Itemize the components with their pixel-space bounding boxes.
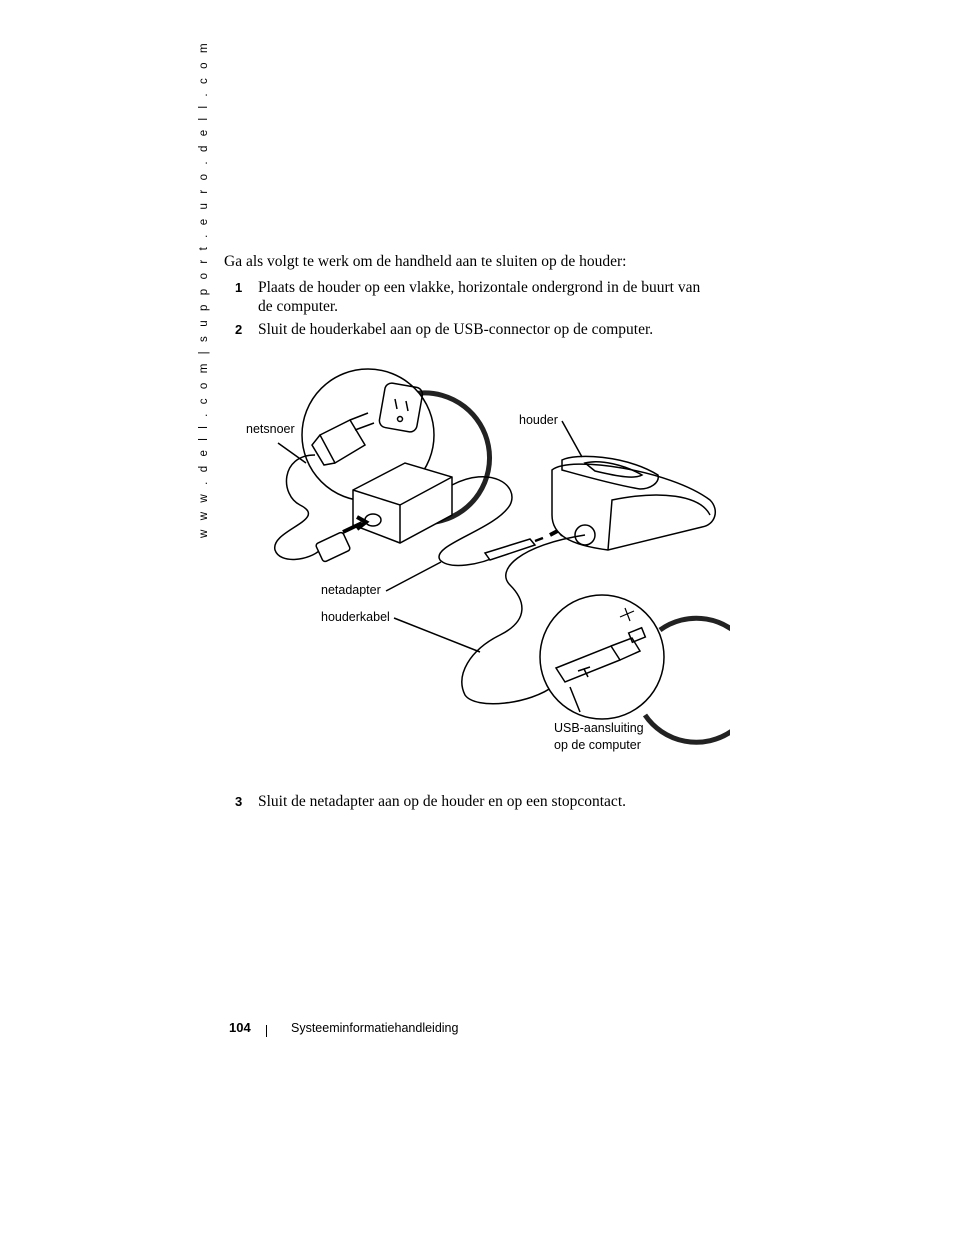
- footer-title: Systeeminformatiehandleiding: [291, 1021, 459, 1035]
- label-houder: houder: [519, 413, 558, 427]
- step-number: 3: [235, 794, 243, 809]
- label-usb-line1: USB-aansluiting: [554, 721, 644, 735]
- side-url-text: w w w . d e l l . c o m | s u p p o r t . e u r o . d e l l . c o m: [198, 40, 210, 538]
- step-number: 1: [235, 280, 243, 295]
- connection-drawing: [240, 355, 730, 765]
- footer-separator: [266, 1025, 267, 1037]
- label-netadapter: netadapter: [321, 583, 381, 597]
- step-text: Sluit de houderkabel aan op de USB-connector op de computer.: [258, 321, 654, 338]
- page-number: 104: [229, 1020, 251, 1035]
- label-usb-line2: op de computer: [554, 738, 641, 752]
- step-number: 2: [235, 322, 243, 337]
- intro-text: Ga als volgt te werk om de handheld aan te sluiten op de houder:: [224, 253, 627, 270]
- step-text: Plaats de houder op een vlakke, horizontale ondergrond in de buurt van de computer.: [258, 279, 701, 315]
- label-houderkabel: houderkabel: [321, 610, 390, 624]
- step-text: Sluit de netadapter aan op de houder en op een stopcontact.: [258, 793, 626, 810]
- connection-illustration: [240, 355, 730, 765]
- label-netsnoer: netsnoer: [246, 422, 295, 436]
